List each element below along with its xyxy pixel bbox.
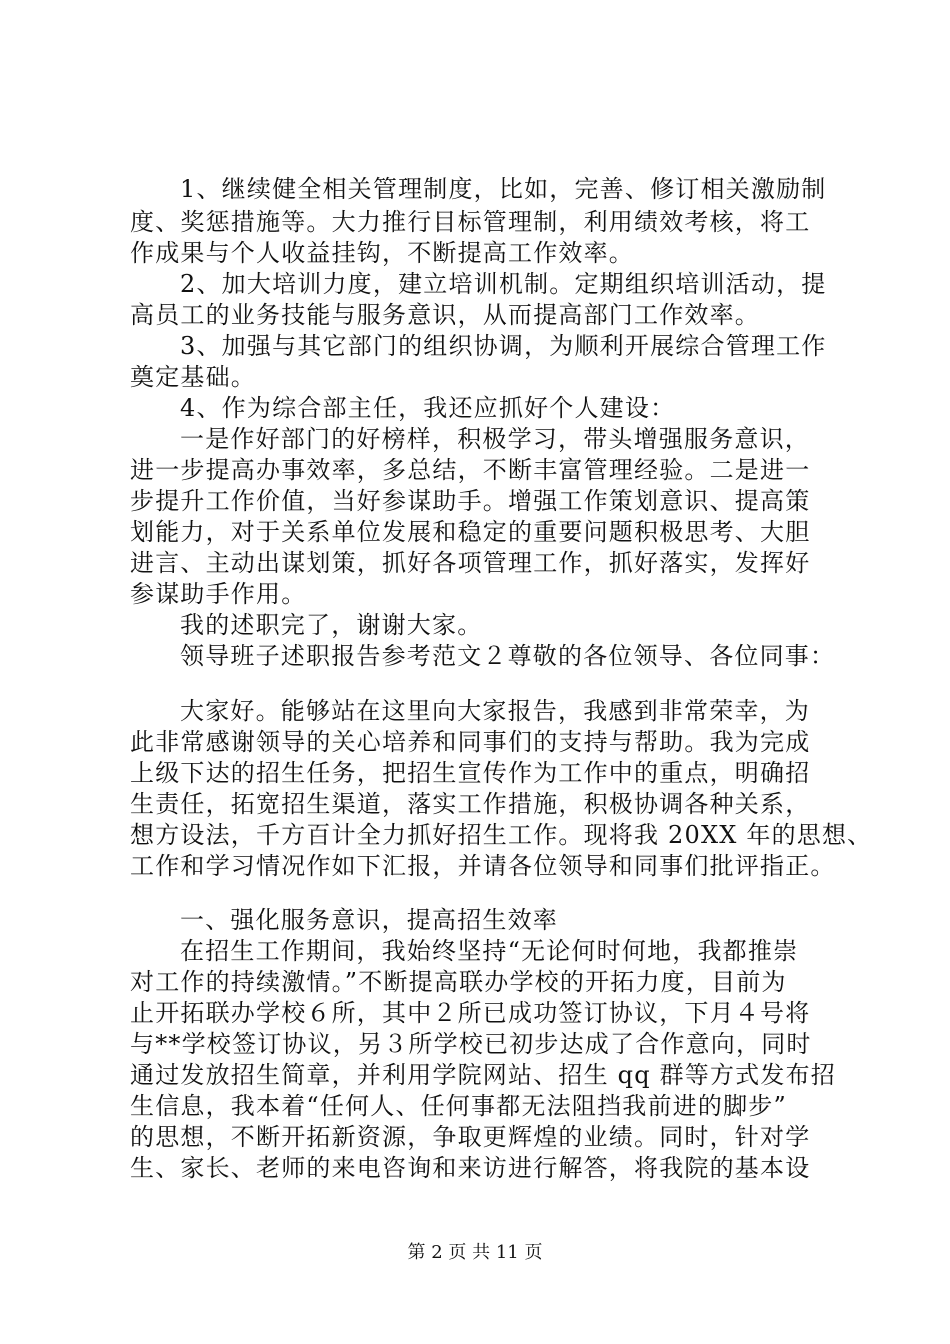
text-line: 大家好。能够站在这里向大家报告，我感到非常荣幸，为: [180, 697, 810, 725]
text-line: 对工作的持续激情。”不断提高联办学校的开拓力度，目前为: [130, 968, 787, 996]
text-line: 参谋助手作用。: [130, 580, 307, 608]
text-line: 高员工的业务技能与服务意识，从而提高部门工作效率。: [130, 301, 760, 329]
text-line: 的思想，不断开拓新资源，争取更辉煌的业绩。同时，针对学: [130, 1123, 811, 1151]
text-line: 作成果与个人收益挂钩，不断提高工作效率。: [130, 239, 634, 267]
text-line: 步提升工作价值，当好参谋助手。增强工作策划意识、提高策: [130, 487, 811, 515]
text-line: 与**学校签订协议，另３所学校已初步达成了合作意向，同时: [130, 1030, 812, 1058]
text-line: 生、家长、老师的来电咨询和来访进行解答，将我院的基本设: [130, 1154, 811, 1182]
text-line: 我的述职完了，谢谢大家。: [180, 611, 483, 639]
text-line: 上级下达的招生任务，把招生宣传作为工作中的重点，明确招: [130, 759, 811, 787]
text-line: 一是作好部门的好榜样，积极学习，带头增强服务意识，: [180, 425, 810, 453]
text-line: 领导班子述职报告参考范文２尊敬的各位领导、各位同事：: [180, 642, 836, 670]
section-heading: 一、强化服务意识，提高招生效率: [180, 906, 558, 934]
text-line: 止开拓联办学校６所，其中２所已成功签订协议，下月４号将: [130, 999, 811, 1027]
text-line: 进言、主动出谋划策，抓好各项管理工作，抓好落实，发挥好: [130, 549, 811, 577]
text-line: 此非常感谢领导的关心培养和同事们的支持与帮助。我为完成: [130, 728, 811, 756]
text-line: 划能力，对于关系单位发展和稳定的重要问题积极思考、大胆: [130, 518, 811, 546]
text-line: 在招生工作期间，我始终坚持“无论何时何地，我都推崇: [180, 937, 799, 965]
text-line: 生信息，我本着“任何人、任何事都无法阻挡我前进的脚步”: [130, 1092, 787, 1120]
text-line: 工作和学习情况作如下汇报，并请各位领导和同事们批评指正。: [130, 852, 836, 880]
text-line: 进一步提高办事效率，多总结，不断丰富管理经验。二是进一: [130, 456, 811, 484]
text-line: 3、加强与其它部门的组织协调，为顺利开展综合管理工作: [180, 332, 827, 360]
text-line: 生责任，拓宽招生渠道，落实工作措施，积极协调各种关系，: [130, 790, 811, 818]
text-line: 2、加大培训力度，建立培训机制。定期组织培训活动，提: [180, 270, 827, 298]
text-line: 度、奖惩措施等。大力推行目标管理制，利用绩效考核，将工: [130, 208, 811, 236]
text-line: 想方设法，千方百计全力抓好招生工作。现将我 20XX 年的思想、: [130, 821, 873, 849]
text-line: 1、继续健全相关管理制度，比如，完善、修订相关激励制: [180, 175, 827, 203]
text-line: 4、作为综合部主任，我还应抓好个人建设：: [180, 394, 676, 422]
text-line: 奠定基础。: [130, 363, 256, 391]
text-line: 通过发放招生简章，并利用学院网站、招生 qq 群等方式发布招: [130, 1061, 836, 1089]
page-number-footer: 第 2 页 共 11 页: [407, 1242, 543, 1263]
